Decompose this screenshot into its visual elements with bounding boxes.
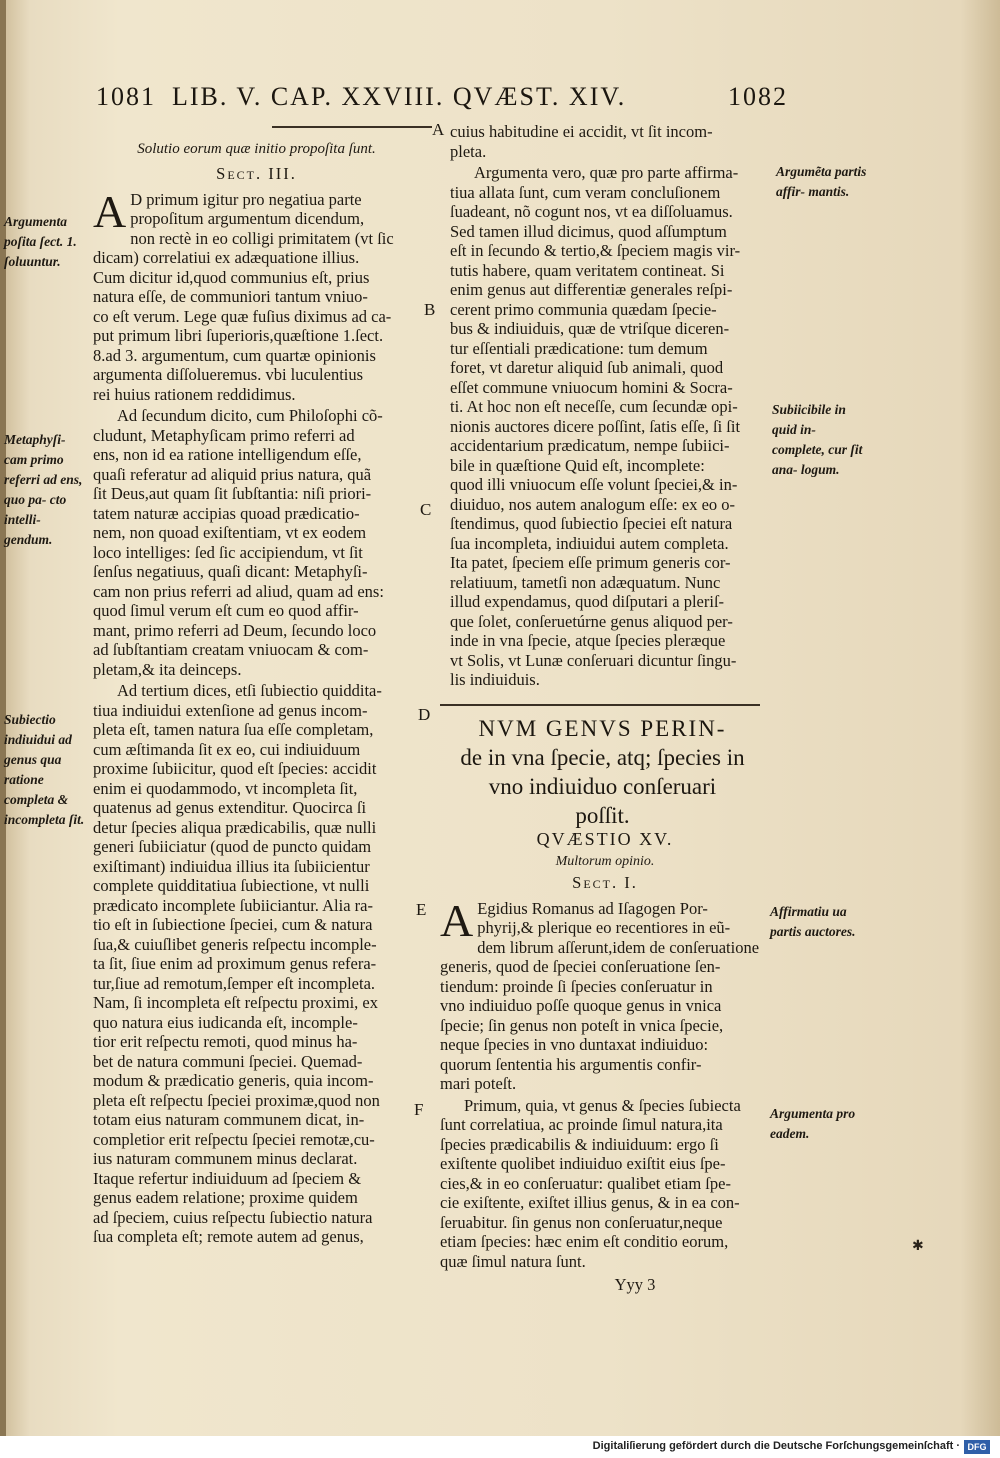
section-letter-f: F [414, 1100, 424, 1119]
margin-note-right-3: Affirmatiu ua partis auctores. [770, 904, 856, 939]
paragraph-4: cuius habitudine ei accidit, vt ſit incom- pleta. [450, 122, 713, 161]
paragraph-1: A D primum igitur pro negatiua parte propoſitum argumentum dicendum, non rectè in eo colligi primitatem (vt ſic dicam) correlatiui ex adæquatione illius. Cum dicitur id,quod communius eſt, prius natura eſſe, de communiori tantum vniuo- co eſt verum. Lege quæ fuſius diximus ad ca- put primum libri ſuperioris,quæſtione 1.ſect. 8.ad 3. argumentum, cum quartæ opinionis argumenta diſſolueremus. vbi luculentius rei huius rationem reddidimus. [93, 185, 394, 404]
paragraph-5: Argumenta vero, quæ pro parte affirma- tiua allata ſunt, cum veram concluſionem ſuadeant, nõ cogunt nos, vt ea diſſoluamus. Sed tamen illud dicimus, quod aſſumptum eſt in ſecundo & tertio,& ſpeciem magis vir- tutis habere, quam veritatem contineat. Si enim genus aut differentiæ generales reſpi- cerent primo communia quædam ſpecie- bus & indiuiduis, quæ de vtriſque diceren- tur eſſentiali prædicatione: tum demum foret, vt daretur aliquid ſub animali, quod eſſet commune vniuocum homini & Socra- ti. At hoc non eſt neceſſe, cum ſecundæ opi- nionis auctores dicere poſſint, ſatis eſſe, ſi ſit accidentarium prædicatum, nempe ſubiici- bile in quæſtione Quid eſt, incomplete: quod illi vniuocum eſſe volunt ſpeciei,& in- diuiduo, nos autem analogum eſſe: ex eo o- ſtendimus, quod ſubiectio ſpeciei eſt natura ſua incompleta, indiuidui autem completa. Ita patet, ſpeciem eſſe primum generis cor- relatiuum, tametſi non adæquatum. Nunc illud expendamus, quod diſputari a pleriſ- que ſolet, conſeruetúrne genus aliquod per- inde in vna ſpecie, atque ſpecies pleræque vt Solis, vt Lunæ conſeruari dicuntur ſingu- lis indiuiduis. [450, 163, 741, 689]
margin-note-right-4: Argumenta pro eadem. [770, 1106, 856, 1141]
question-number: QVÆSTIO XV. [536, 829, 674, 849]
margin-note-right-1: Argumẽta partis affir- mantis. [776, 164, 867, 199]
margin-note-left-1: Argumenta poſita ſect. 1. ſoluuntur. [4, 214, 77, 269]
page-number-left: 1081 [96, 82, 156, 111]
question-section: Sect. I. [572, 873, 638, 892]
paragraph-3: Ad tertium dices, etſi ſubiectio quiddita- tiua indiuidui extenſione ad genus incom- pleta eſt, tamen natura ſua eſſe completam, cum æſtimanda ſit ex eo, cui indiuiduum proxime ſubiicitur, quod eſt ſpecies: accidit enim ei quodammodo, vt incompleta ſit, quatenus ad genus extenditur. Quocirca ſi detur ſpecies aliqua prædicabilis, quæ nulli generi ſubiiciatur (quod de puncto quidam exiſtimant) indiuidua illius ita ſubiicientur complete quidditatiua ſubiectione, vt nulli prædicato incomplete ſubiiciantur. Alia ra- tio eſt in ſubiectione ſpeciei, cum & natura ſua,& cuiuſlibet generis reſpectu incomple- ta ſit, ſiue enim ad proximum genus refera- tur,ſiue ad remotum,ſemper eſt incompleta. Nam, ſi incompleta eſt reſpectu proximi, ex quo natura eius iudicanda eſt, incomple- tior erit reſpectu remoti, quod minus ha- bet de natura communi ſpeciei. Quemad- modum & prædicatio generis, quia incom- pleta eſt reſpectu ſpeciei proximæ,quod non totam eius naturam communem dicat, in- completior erit reſpectu ſpeciei remotæ,cu- ius naturam communem minus declarat. Itaque refertur indiuiduum ad ſpeciem & genus eadem relatione; proxime quidem ad ſpeciem, cuius reſpectu ſubiectio natura ſua completa eſt; remote autem ad genus, [93, 681, 382, 1246]
left-column [93, 140, 420, 1247]
paragraph-6: A Egidius Romanus ad Iſagogen Por- phyrij,& plerique eo recentiores in eũ- dem librum aſſerunt,idem de conſeruatione generis, quod de ſpeciei conſeruatione ſen- tiendum: proinde ſi ſpecies conſeruatur in vno indiuiduo poſſe quoque genus in vnica ſpecie; ſin genus non poteſt in vnica ſpecie, neque ſpecies in vno duntaxat indiuiduo: quorum ſententia his argumentis confir- mari poteſt. [440, 894, 760, 1093]
margin-note-right-2: Subiicibile in quid in- complete, cur ſit ana- logum. [772, 402, 863, 477]
section-letter-a: A [432, 120, 445, 139]
section-letter-e: E [416, 900, 427, 919]
question-subtitle: Multorum opinio. [555, 853, 655, 869]
footer-bar [0, 1436, 1000, 1458]
drop-cap: A [93, 185, 127, 237]
section-rule [440, 704, 760, 706]
header-rule-left [272, 126, 432, 128]
margin-note-left-3: Subiectio indiuidui ad genus qua ratione completa & incompleta ſit. [4, 712, 85, 827]
section-letter-b: B [424, 300, 436, 319]
left-section-heading: Sect. III. [216, 164, 297, 183]
footer-credit: Digitaliſierung gefördert durch die Deutsche Forſchungsgemeinſchaft · [592, 1440, 960, 1452]
left-heading: Solutio eorum quæ initio propoſita ſunt. [137, 141, 376, 157]
section-letter-d: D [418, 705, 431, 724]
paragraph-2: Ad ſecundum dicito, cum Philoſophi cõ- cludunt, Metaphyſicam primo referri ad ens, non id ea ratione intelligendum eſſe, quaſi referatur ad aliquid prius natura, quã ſit Deus,aut quam ſit ſubſtantia: niſi priori- tatem naturæ accipias quoad prædicatio- nem, non quoad exiſtentiam, vt ex eodem loco intelliges: ſed ſic accipiendum, vt ſit ſenſus negatiuus, quaſi dicant: Metaphyſi- cam non prius referri ad aliud, quam ad ens: quod ſimul verum eſt cum eo quod affir- mant, primo referri ad Deum, ſecundo loco ad ſubſtantiam creatam vniuocam & com- pletam,& ita deinceps. [93, 406, 384, 679]
right-column-lower [440, 830, 770, 1295]
running-title: LIB. V. CAP. XXVIII. QVÆST. XIV. [172, 82, 627, 111]
page-number-right: 1082 [728, 82, 788, 111]
drop-cap-2: A [440, 894, 474, 946]
paragraph-7: Primum, quia, vt genus & ſpecies ſubiecta ſunt correlatiua, ac proinde ſimul natura,ita ſpecies prædicabilis & indiuiduum: ergo ſi exiſtente quolibet indiuiduo exiſtit eius ſpe- cies,& in eo conſeruatur: qualibet etiam ſpe- cie exiſtente, exiſtet illius genus, & in ea con- ſeruabitur. ſin genus non conſeruatur,neque etiam ſpecies: hæc enim eſt conditio eorum, quæ ſimul natura ſunt. [440, 1095, 741, 1271]
margin-note-left-2: Metaphyſi- cam primo referri ad ens, quo pa- cto intelli- gendum. [4, 432, 83, 547]
section-letter-c: C [420, 500, 432, 519]
question-title: NVM GENVS PERIN- de in vna ſpecie, atq; ſpecies in vno indiuiduo conſeruari poſſit. [460, 716, 745, 828]
dfg-logo: DFG [964, 1440, 990, 1454]
ornament-mark: ✱ [912, 1239, 924, 1254]
right-column-upper [450, 122, 770, 690]
signature-mark: Yyy 3 [614, 1275, 656, 1294]
